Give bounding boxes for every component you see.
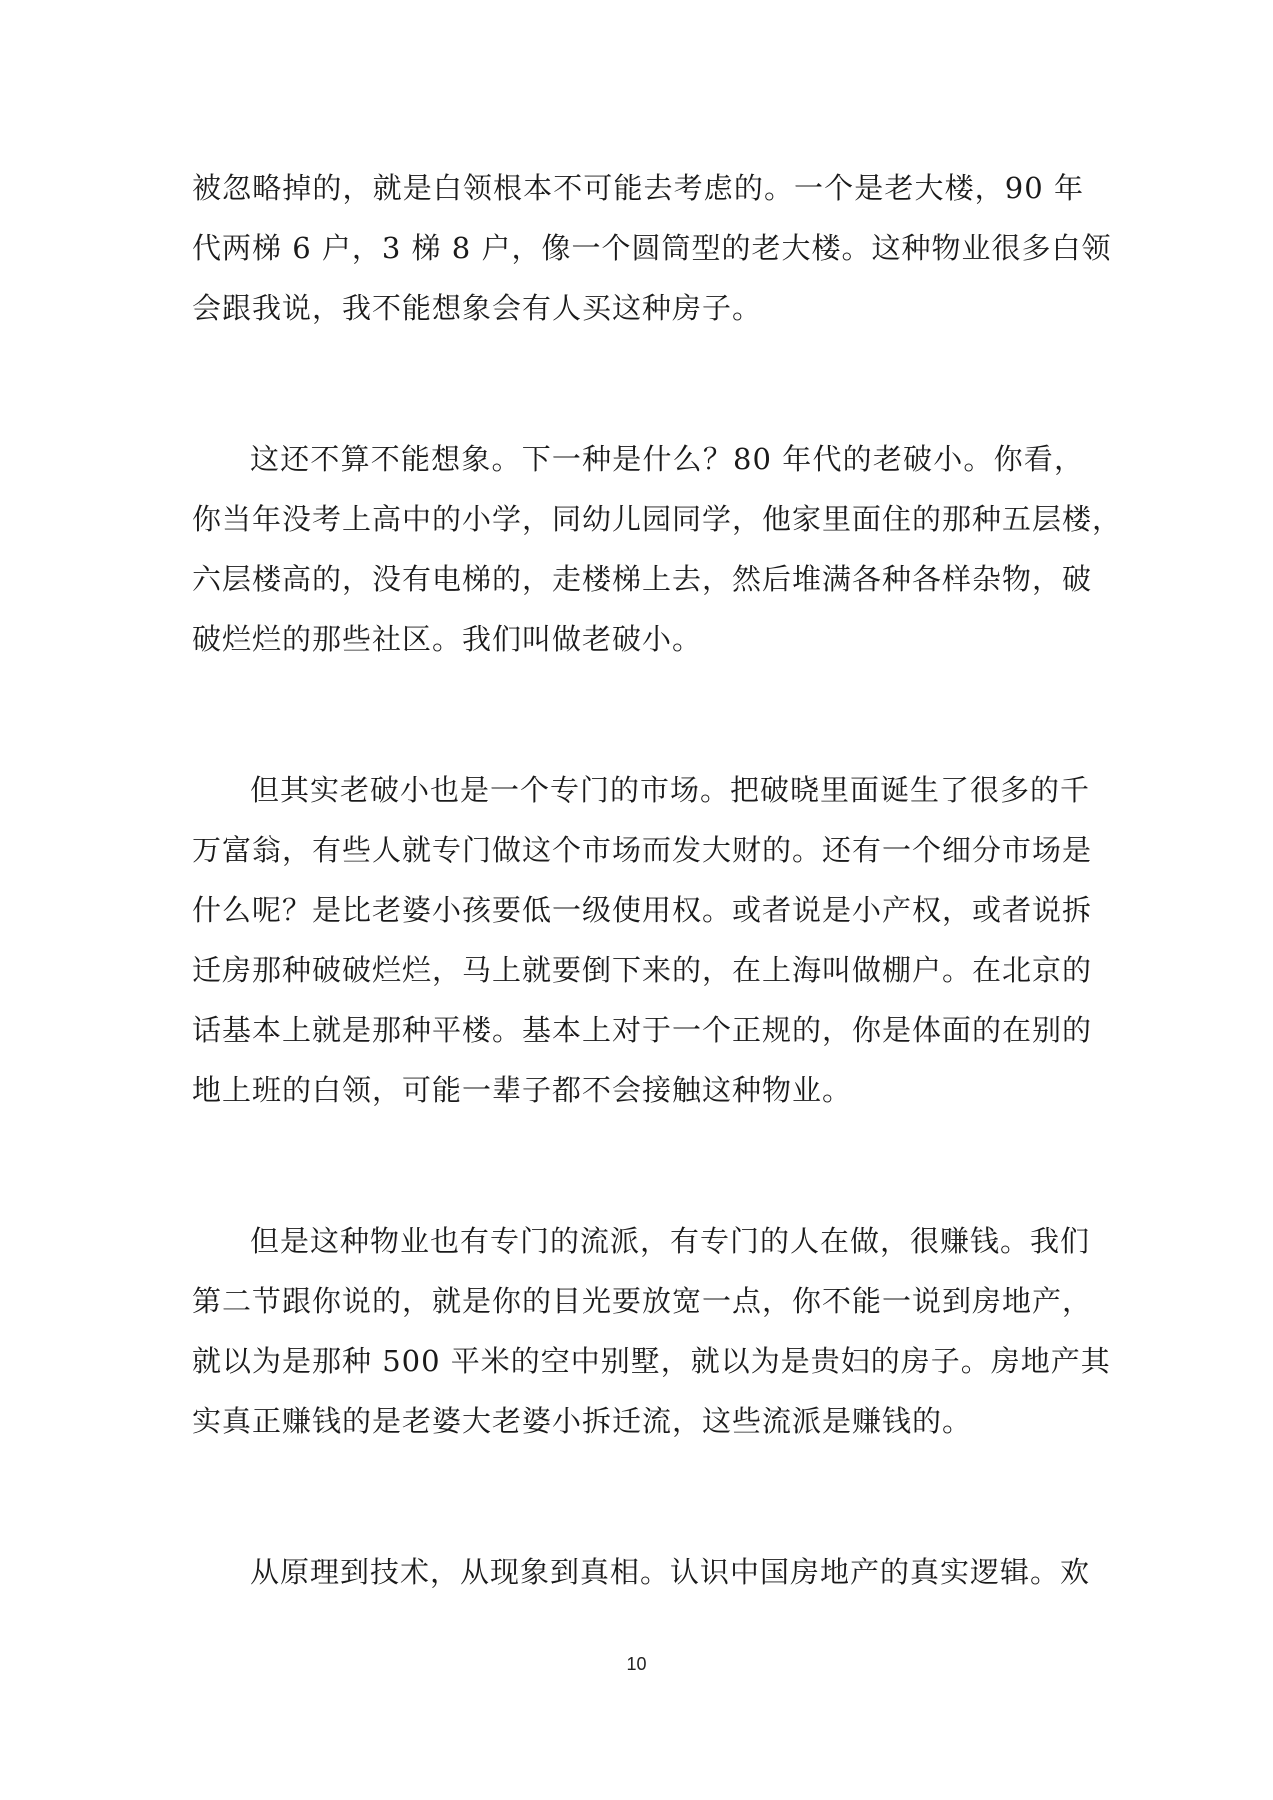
text-line: 你当年没考上高中的小学，同幼儿园同学，他家里面住的那种五层楼， (192, 502, 1123, 536)
paragraph (192, 1542, 1091, 1602)
text-line: 什么呢？是比老婆小孩要低一级使用权。或者说是小产权，或者说拆 (192, 893, 1093, 927)
text-line: 话基本上就是那种平楼。基本上对于一个正规的，你是体面的在别的 (192, 1013, 1093, 1047)
paragraph (192, 429, 1123, 669)
text-line: 被忽略掉的，就是白领根本不可能去考虑的。一个是老大楼，90 年 (192, 171, 1084, 205)
text-line: 万富翁，有些人就专门做这个市场而发大财的。还有一个细分市场是 (192, 833, 1093, 867)
text-line: 就以为是那种 500 平米的空中别墅，就以为是贵妇的房子。房地产其 (192, 1344, 1111, 1378)
text-line: 会跟我说，我不能想象会有人买这种房子。 (192, 291, 763, 325)
text-line: 但是这种物业也有专门的流派，有专门的人在做，很赚钱。我们 (250, 1224, 1091, 1258)
page-number: 10 (626, 1654, 647, 1674)
paragraph (192, 1211, 1111, 1451)
paragraph-spacer (192, 669, 1084, 760)
paragraph-spacer (192, 1451, 1084, 1542)
text-line: 破烂烂的那些社区。我们叫做老破小。 (192, 622, 703, 656)
text-line: 迁房那种破破烂烂，马上就要倒下来的，在上海叫做棚户。在北京的 (192, 953, 1093, 987)
text-line: 但其实老破小也是一个专门的市场。把破晓里面诞生了很多的千 (250, 773, 1091, 807)
text-line: 这还不算不能想象。下一种是什么？80 年代的老破小。你看， (250, 442, 1084, 476)
paragraph-spacer (192, 1120, 1084, 1211)
paragraph (192, 158, 1112, 338)
text-line: 实真正赚钱的是老婆大老婆小拆迁流，这些流派是赚钱的。 (192, 1404, 973, 1438)
document-body (192, 158, 1123, 1602)
text-line: 地上班的白领，可能一辈子都不会接触这种物业。 (192, 1073, 853, 1107)
text-line: 第二节跟你说的，就是你的目光要放宽一点，你不能一说到房地产， (192, 1284, 1093, 1318)
text-line: 六层楼高的，没有电梯的，走楼梯上去，然后堆满各种各样杂物，破 (192, 562, 1093, 596)
text-line: 从原理到技术，从现象到真相。认识中国房地产的真实逻辑。欢 (250, 1555, 1091, 1589)
paragraph-spacer (192, 338, 1084, 429)
text-line: 代两梯 6 户，3 梯 8 户，像一个圆筒型的老大楼。这种物业很多白领 (192, 231, 1112, 265)
paragraph (192, 760, 1093, 1120)
